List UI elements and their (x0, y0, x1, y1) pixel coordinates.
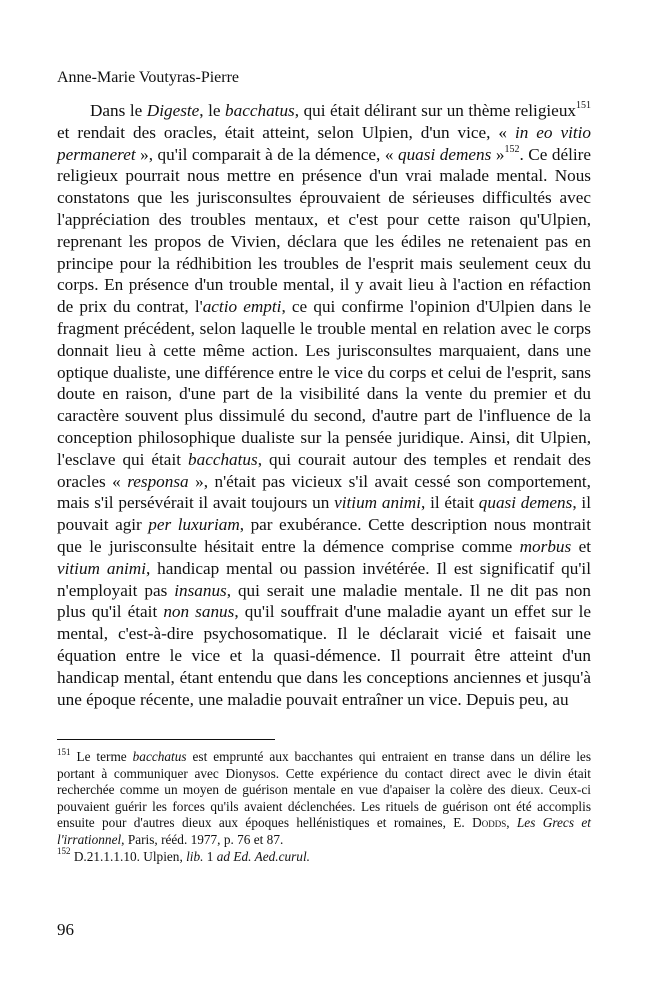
body-paragraph (57, 100, 591, 710)
footnote-divider (57, 739, 275, 740)
text-run: , handicap mental ou passion invétérée. Il est significatif qu'il n'employait pas (57, 558, 591, 600)
italic-term: per luxuriam (148, 515, 240, 535)
text-run: , ce qui confirme l'opinion d'Ulpien dans le fragment précédent, selon laquelle le trouble mental en relation avec le corps donnait lieu à cette même action. Les jurisconsultes marquaient, dans une optique dualiste, une différence entre le vice du corps et celui de l'esprit, sans doute en raison, d'une part de la visibilité dans la vente du premier et du caractère souvent plus dissimulé du second, d'autre part de l'influence de la conception philosophique dualiste sur la pensée juridique. Ainsi, dit Ulpien, l'esclave qui était (57, 297, 591, 469)
text-run: D.21.1.1.10. Ulpien, (70, 848, 187, 864)
text-run: Dans le (90, 101, 147, 120)
text-run: Le terme (70, 749, 133, 764)
italic-term: non sanus (163, 602, 235, 622)
text-run: , il pouvait agir (57, 493, 591, 535)
text-run: » (491, 144, 505, 164)
italic-term: responsa (127, 471, 189, 491)
italic-term: bacchatus (188, 449, 258, 469)
italic-term: vitium animi (334, 493, 421, 513)
text-run: , qui courait autour des temples et rendait des oracles « (57, 449, 591, 491)
text-run: , qui était délirant sur un thème religieux (294, 101, 577, 120)
text-run: 1 (203, 848, 217, 864)
text-run: », qu'il comparait à de la démence, « (135, 144, 398, 164)
italic-term: bacchatus (132, 749, 187, 764)
text-run: et (571, 536, 591, 556)
text-run: . Ce délire religieux pourrait nous mettre en présence d'un vrai malade mental. Nous constatons que les jurisconsultes éprouvaient de sérieuses difficultés avec l'appréciation des troubles mentaux, et c'est pour cette raison qu'Ulpien, reprenant les propos de Vivien, déclara que les édiles ne retenaient pas en principe pour la rédhibition les troubles de l'esprit mais seulement ceux du corps. En présence d'un trouble mental, il y avait lieu à l'action en réfaction de prix du contrat, l' (57, 144, 592, 317)
footnote-ref-152[interactable]: 152 (504, 143, 520, 155)
footnote-151 (57, 746, 592, 849)
footnote-152 (57, 846, 591, 866)
italic-term: bacchatus (225, 101, 295, 120)
footnotes (57, 746, 592, 865)
text-run: , par exubérance. Cette description nous montrait que le jurisconsulte hésitait entre la démence comprise comme (57, 515, 591, 556)
text-run: », n'était pas vicieux s'il avait cessé son comportement, mais s'il persévérait il avait toujours un (57, 471, 591, 513)
italic-term: vitium animi (57, 558, 146, 578)
text-run: est emprunté aux bacchantes qui entraient en transe dans un délire les portant à communiquer avec Dionysos. Cette expérience du contact direct avec le divin était recherchée comme un moyen de guérison mentale en vue d'apaiser la colère des dieux. Ceux-ci pouvaient guérir les forces qu'ils avaient déclenchées. Les rituels de guérison ont été accomplis ensuite pour d'autres dieux aux époques hellénistiques et romaines, E. (57, 749, 592, 831)
running-head: Anne-Marie Voutyras-Pierre (57, 69, 240, 86)
italic-term: insanus (174, 580, 227, 600)
text-run: , le (199, 101, 226, 120)
footnote-ref-151[interactable]: 151 (576, 100, 592, 112)
text-run: , (506, 815, 517, 831)
italic-term: in eo vitio permaneret (57, 122, 591, 164)
italic-term: quasi demens (478, 493, 573, 513)
italic-term: morbus (519, 536, 572, 556)
text-run: , qu'il souffrait d'une maladie ayant un effet sur le mental, c'est-à-dire psychosomatique. Il le déclarait vicié et faisait une équation entre le vice et la quasi-démence. Il pourrait être atteint d'un handicap mental, étant entendu que dans les conceptions anciennes et jusqu'à une époque récente, une maladie pouvait entraîner un vice. Depuis peu, au (57, 602, 591, 709)
italic-term: lib. (186, 848, 204, 864)
italic-term: actio empti (202, 297, 282, 317)
italic-term: ad Ed. Aed.curul. (216, 848, 310, 864)
text-run: , Paris, rééd. 1977, p. 76 et 87. (121, 831, 284, 847)
text-run: et rendait des oracles, était atteint, selon Ulpien, d'un vice, « (57, 122, 515, 142)
author-name: Dodds (472, 815, 507, 831)
text-run: , qui serait une maladie mentale. Il ne dit pas non plus qu'il était (57, 580, 591, 622)
italic-term: Digeste (146, 101, 200, 120)
text-run: , il était (421, 493, 479, 513)
book-title: Les Grecs et l'irrationnel (57, 815, 591, 847)
footnote-number: 152 (57, 846, 71, 857)
page-number: 96 (57, 920, 74, 939)
italic-term: quasi demens (397, 144, 492, 164)
footnote-number: 151 (57, 746, 71, 757)
